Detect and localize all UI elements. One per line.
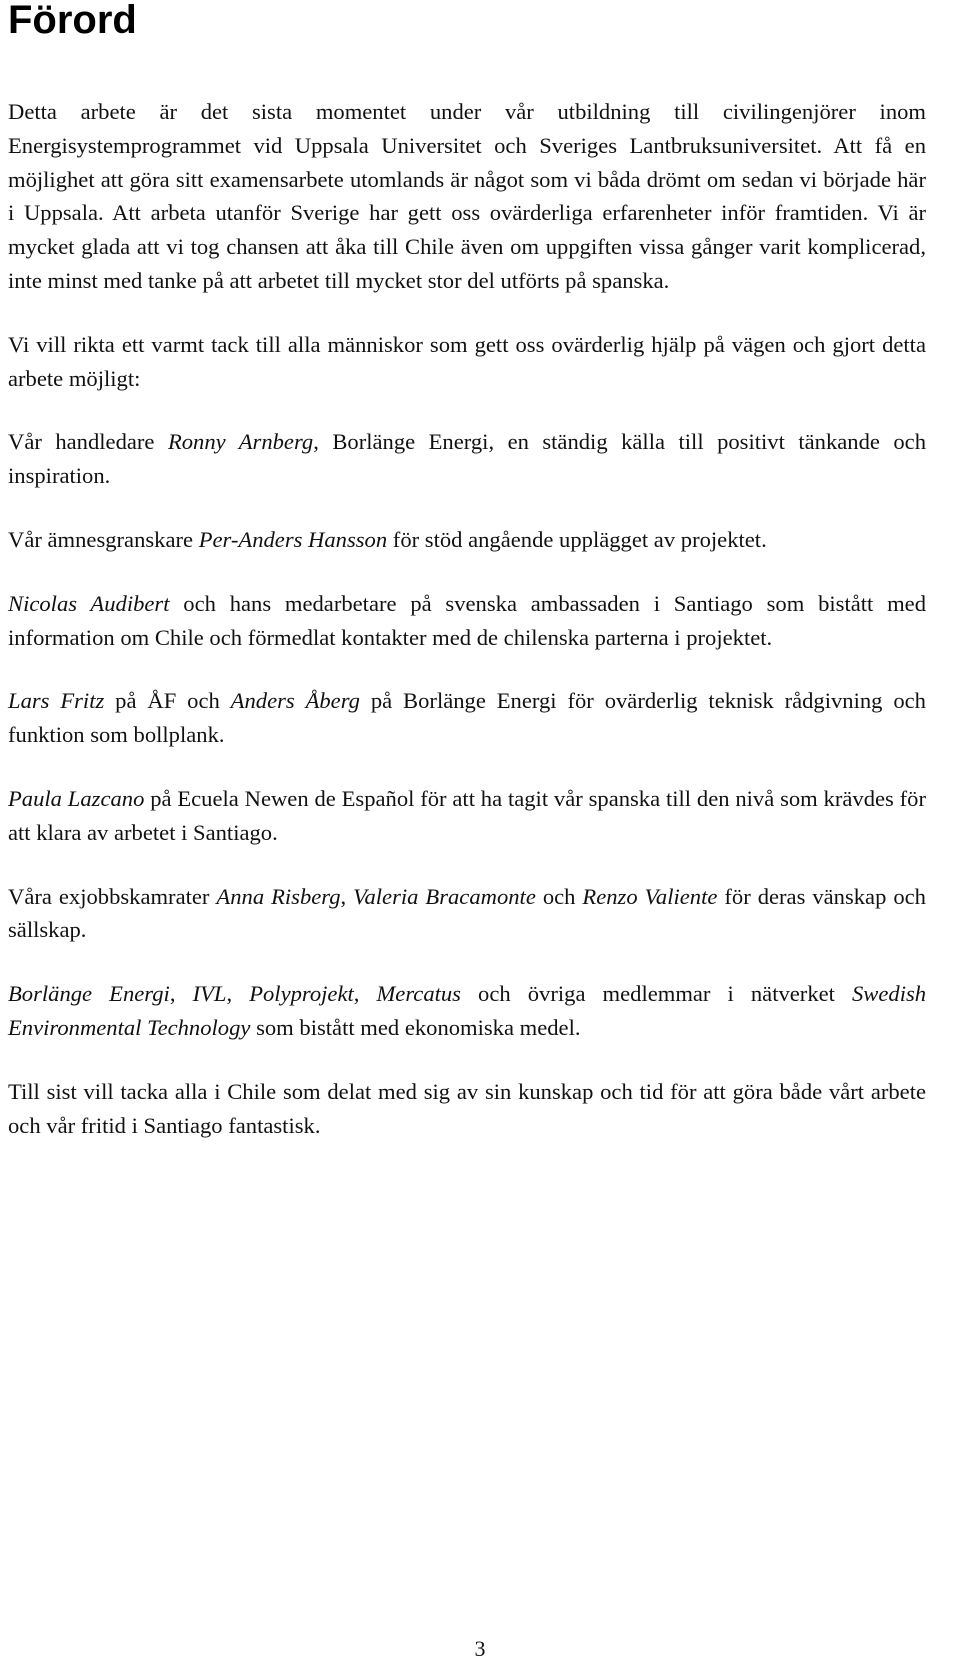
paragraph-thanks-intro: Vi vill rikta ett varmt tack till alla människor som gett oss ovärderlig hjälp på vägen och gjort detta arbete möjligt: [8,331,926,391]
paragraph-embassy [8,587,926,655]
person-name: Paula Lazcano [8,785,145,811]
paragraph-text: Vår ämnesgranskare [8,526,199,552]
document-page [8,0,926,1172]
paragraph-text: som bistått med ekonomiska medel. [250,1014,581,1040]
organization-name: Polyprojekt [249,981,354,1007]
paragraph-advisors [8,684,926,752]
paragraph-text: , [340,883,354,909]
paragraph-closing: Till sist vill tacka alla i Chile som delat med sig av sin kunskap och tid för att göra både vårt arbete och vår fritid i Santiago fantastisk. [8,1078,926,1138]
person-name: Lars Fritz [8,688,105,714]
person-name: Anders Åberg [230,688,360,714]
person-name: Anna Risberg [216,883,341,909]
paragraph-text: och hans medarbetare på svenska ambassaden i Santiago som bistått med information om Chile och förmedlat kontakter med de chilenska parterna i projektet. [8,590,926,650]
paragraph-spanish-teacher [8,782,926,850]
person-name: Ronny Arnberg [167,429,314,455]
paragraph-text: för deras vänskap och sällskap. [8,883,926,943]
paragraph-text: Vår handledare [8,429,168,455]
paragraph-text: för stöd angående upplägget av projektet. [387,526,767,552]
page-title: Förord [8,0,137,42]
paragraph-text: , [169,981,193,1007]
organization-name: IVL [192,981,227,1007]
paragraph-text: , [226,981,250,1007]
paragraph-text: och [535,883,583,909]
paragraph-reviewer [8,523,926,557]
paragraph-sponsors [8,977,926,1045]
page-number: 3 [474,1636,486,1661]
paragraph-intro: Detta arbete är det sista momentet under vår utbildning till civilingenjörer inom Energisystemprogrammet vid Uppsala Universitet och Sveriges Lantbruksuniversitet. Att få en möjlighet att göra sitt examensarbete utomlands är något som vi båda drömt om sedan vi började här i Uppsala. Att arbeta utanför Sverige har gett oss ovärderliga erfarenheter inför framtiden. Vi är mycket glada att vi tog chansen att åka till Chile även om uppgiften vissa gånger varit komplicerad, inte minst med tanke på att arbetet till mycket stor del utförts på spanska. [8,99,926,293]
paragraph-text: , Borlänge Energi, en ständig källa till positivt tänkande och inspiration. [8,429,926,489]
paragraph-text: på ÅF och [104,688,231,714]
person-name: Per-Anders Hansson [198,526,388,552]
organization-name: Mercatus [376,981,461,1007]
person-name: Valeria Bracamonte [353,883,536,909]
paragraph-text: , [353,981,377,1007]
person-name: Renzo Valiente [582,883,718,909]
paragraph-text: på Ecuela Newen de Español för att ha tagit vår spanska till den nivå som krävdes för att klara av arbetet i Santiago. [8,785,926,845]
preface-body [8,95,926,1142]
paragraph-text: på Borlänge Energi för ovärderlig teknisk rådgivning och funktion som bollplank. [8,688,926,748]
organization-name: Swedish Environmental Technology [8,981,927,1040]
organization-name: Borlänge Energi [8,981,170,1007]
paragraph-classmates [8,880,926,948]
paragraph-text: Våra exjobbskamrater [8,883,217,909]
paragraph-text: och övriga medlemmar i nätverket [460,981,852,1007]
paragraph-supervisor [8,425,926,493]
person-name: Nicolas Audibert [8,590,170,616]
